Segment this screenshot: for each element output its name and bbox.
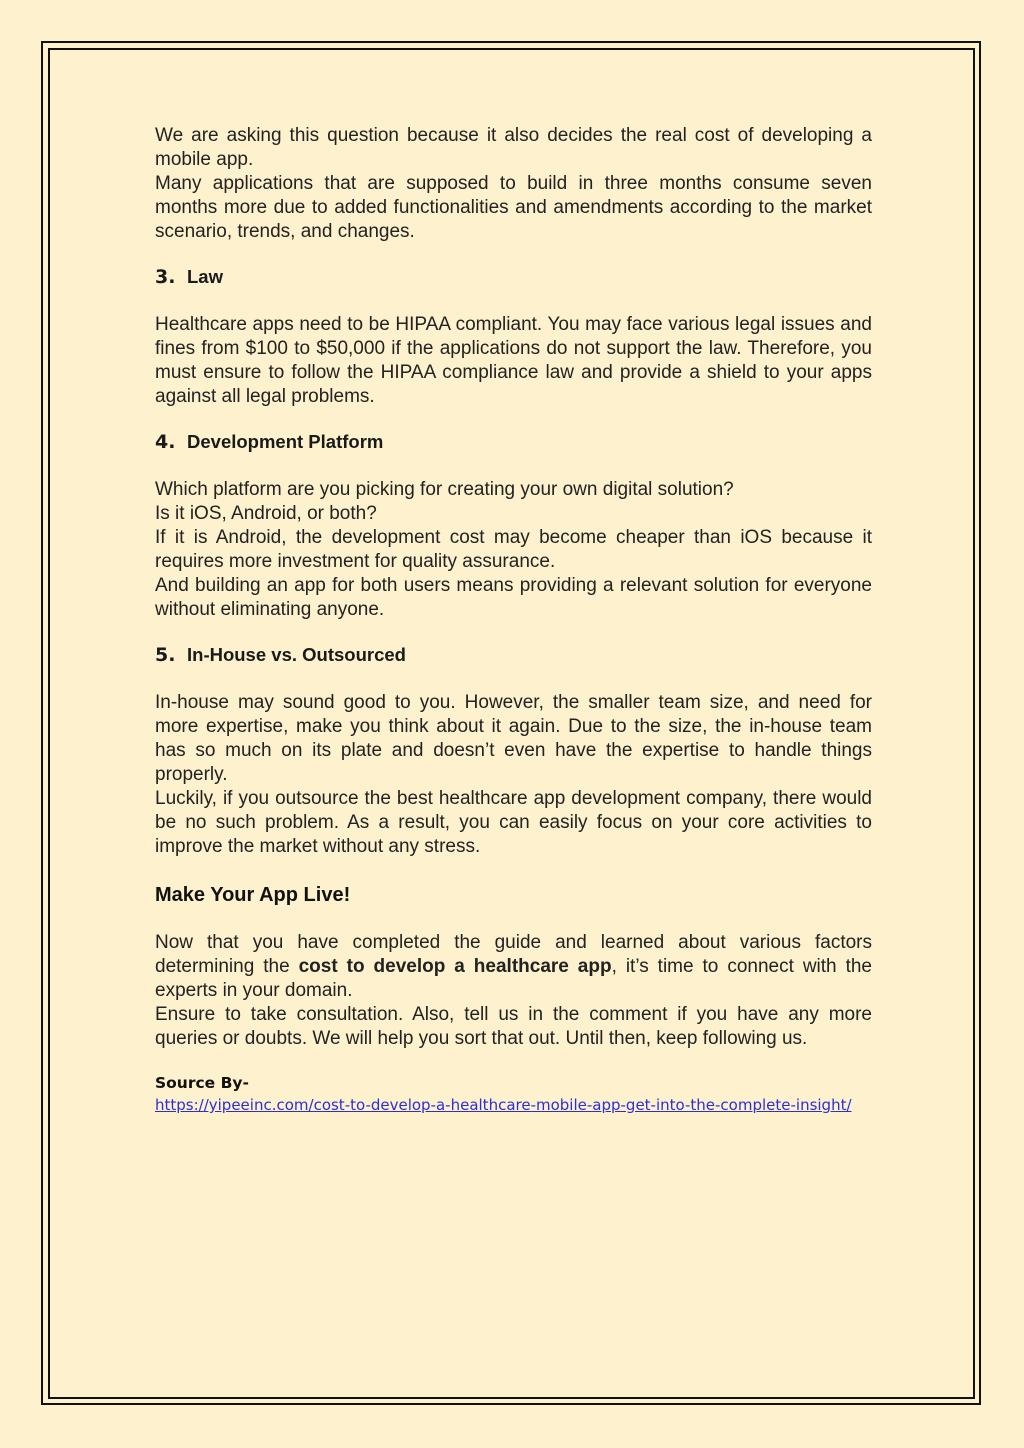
section-title: Law bbox=[187, 266, 223, 287]
platform-paragraph-1: Which platform are you picking for creating your own digital solution? bbox=[155, 479, 734, 500]
section-number: 4. bbox=[155, 431, 176, 453]
conclusion-text-before: Now that you have completed the guide and learned about various factors determining the bbox=[155, 932, 872, 977]
section-heading-development-platform bbox=[155, 430, 872, 454]
section-title: Development Platform bbox=[187, 431, 384, 452]
source-link[interactable]: https://yipeeinc.com/cost-to-develop-a-healthcare-mobile-app-get-into-the-complete-insight/ bbox=[155, 1096, 852, 1114]
conclusion-paragraph-1 bbox=[155, 931, 872, 1003]
platform-paragraph-3: If it is Android, the development cost may become cheaper than iOS because it requires more investment for quality assurance. bbox=[155, 527, 872, 572]
inhouse-paragraph-2: Luckily, if you outsource the best healthcare app development company, there would be no such problem. As a result, you can easily focus on your core activities to improve the market without any stress. bbox=[155, 788, 872, 857]
conclusion-paragraph-2: Ensure to take consultation. Also, tell us in the comment if you have any more queries or doubts. We will help you sort that out. Until then, keep following us. bbox=[155, 1004, 872, 1049]
platform-paragraph-4: And building an app for both users means providing a relevant solution for everyone without eliminating anyone. bbox=[155, 575, 872, 620]
conclusion-title: Make Your App Live! bbox=[155, 884, 351, 906]
section-heading-law bbox=[155, 265, 872, 289]
section-number: 5. bbox=[155, 644, 176, 666]
section-number: 3. bbox=[155, 266, 176, 288]
section-title: In-House vs. Outsourced bbox=[187, 644, 406, 665]
platform-paragraph-2: Is it iOS, Android, or both? bbox=[155, 503, 377, 524]
intro-paragraph-1: We are asking this question because it also decides the real cost of developing a mobile app. bbox=[155, 125, 872, 170]
intro-paragraph-2: Many applications that are supposed to build in three months consume seven months more due to added functionalities and amendments according to the market scenario, trends, and changes. bbox=[155, 173, 872, 242]
conclusion-text-after: , it’s time to connect with the experts in your domain. bbox=[155, 956, 872, 1001]
conclusion-keyword: cost to develop a healthcare app bbox=[298, 956, 612, 977]
source-label: Source By- bbox=[155, 1074, 249, 1092]
inhouse-paragraph-1: In-house may sound good to you. However, the smaller team size, and need for more expertise, make you think about it again. Due to the size, the in-house team has so much on its plate and doesn’t even have the expertise to handle things properly. bbox=[155, 692, 872, 785]
section-heading-in-house-vs-outsourced bbox=[155, 643, 872, 667]
law-paragraph: Healthcare apps need to be HIPAA compliant. You may face various legal issues and fines from $100 to $50,000 if the applications do not support the law. Therefore, you must ensure to follow the HIPAA compliance law and provide a shield to your apps against all legal problems. bbox=[155, 314, 872, 407]
document-content bbox=[155, 124, 872, 1116]
